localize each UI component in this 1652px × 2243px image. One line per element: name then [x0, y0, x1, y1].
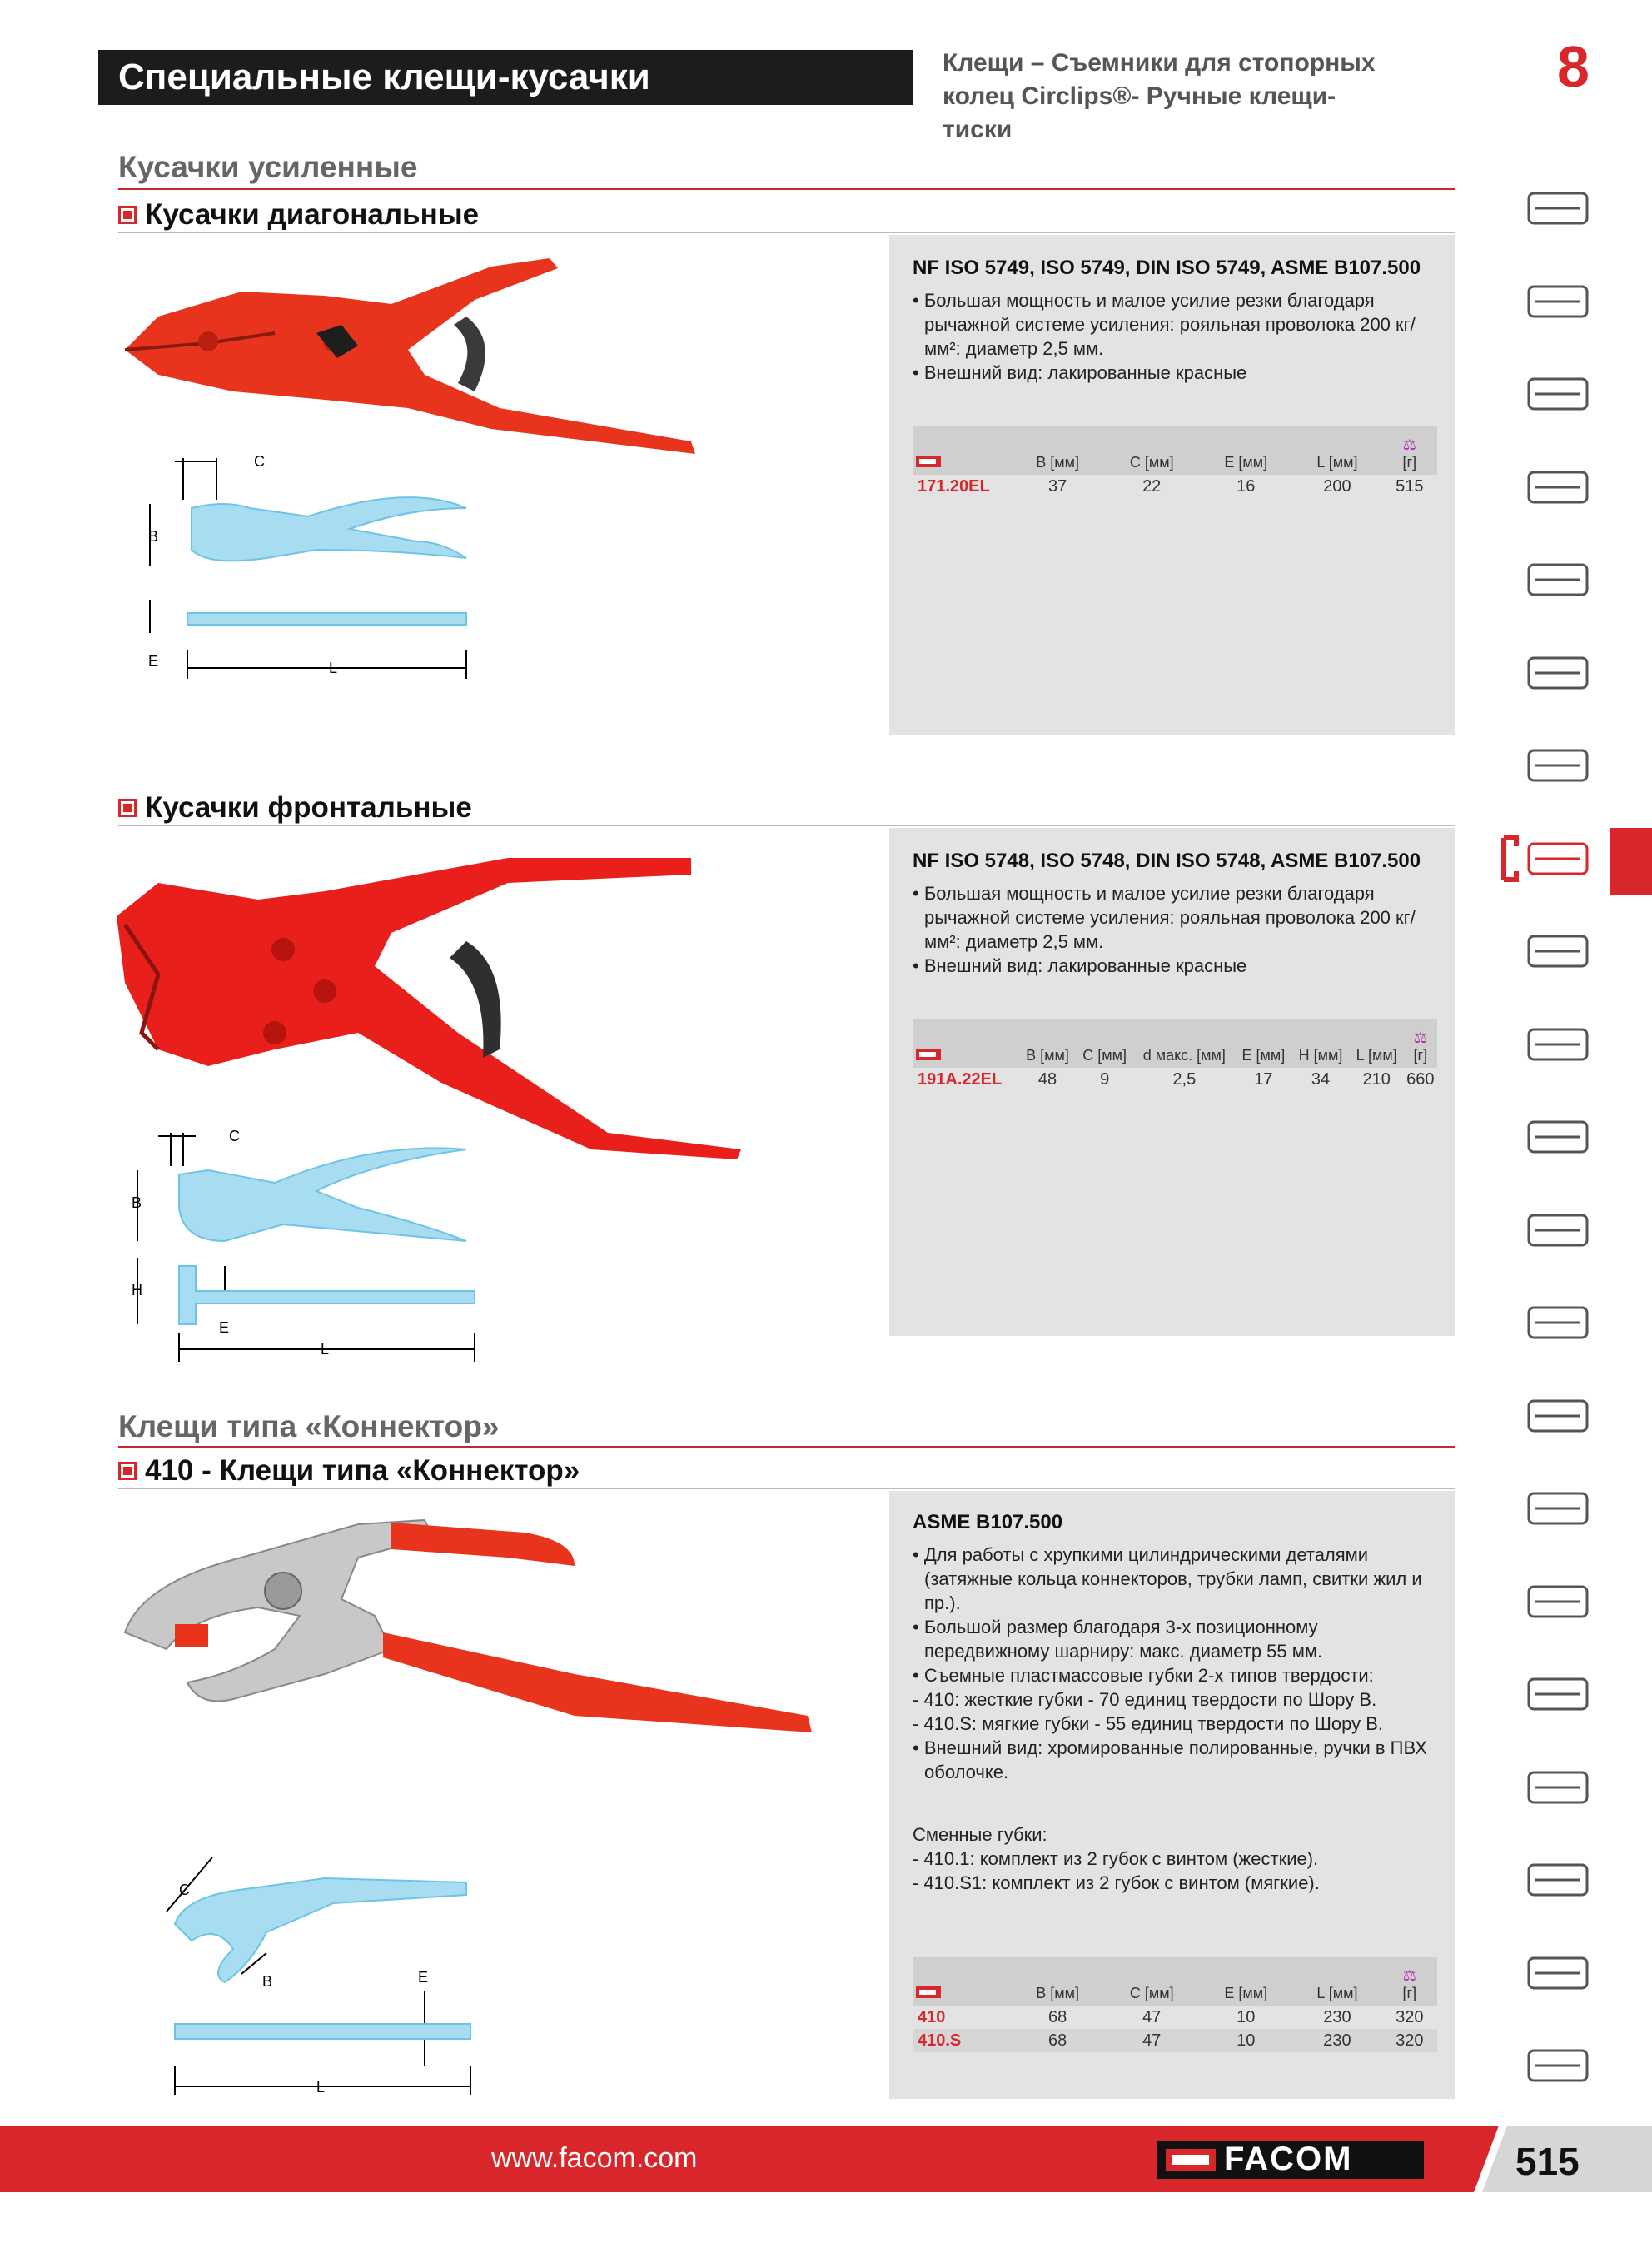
dim-label-b: B — [262, 1973, 273, 1990]
jaws-title: Сменные губки: — [913, 1824, 1047, 1845]
subsection-divider — [118, 1488, 1455, 1489]
table-cell: 320 — [1396, 2031, 1424, 2050]
footer-url-link[interactable]: www.facom.com — [491, 2142, 698, 2174]
footer-bar — [0, 2126, 1652, 2192]
feature-item: • Внешний вид: лакированные красные — [913, 955, 1247, 976]
table-cell: 48 — [1037, 1069, 1057, 1089]
reference-cell: 410.S — [918, 2031, 962, 2050]
tool-case-icon[interactable] — [1495, 361, 1612, 427]
feature-item: • Внешний вид: хромированные полированные, ручки в ПВХ оболочке. — [913, 1737, 1427, 1782]
header-subtitle-line2: колец Circlips®- Ручные клещи-тиски — [943, 82, 1336, 143]
table-cell: 68 — [1047, 2007, 1067, 2026]
section-title-reinforced: Кусачки усиленные — [118, 150, 418, 184]
table-header-row — [913, 426, 1437, 475]
col-header: B [мм] — [1019, 1019, 1076, 1068]
jaws-item: - 410.S1: комплект из 2 губок с винтом (мягкие). — [913, 1872, 1320, 1893]
table-row — [913, 2006, 1437, 2029]
subsection-title-diagonal — [118, 198, 479, 232]
dim-label-c: C — [254, 453, 265, 470]
col-header: C [мм] — [1076, 1019, 1133, 1068]
feature-item: • Съемные пластмассовые губки 2-х типов твердости: — [913, 1665, 1374, 1686]
frontal-cutter-photo — [108, 850, 749, 1166]
feature-item: - 410: жесткие губки - 70 единиц твердости по Шору В. — [913, 1689, 1377, 1710]
table-cell: 9 — [1100, 1069, 1110, 1089]
col-header: C [мм] — [1104, 426, 1199, 475]
table-cell: 230 — [1323, 2031, 1351, 2050]
scale-icon: ⚖ — [1413, 1029, 1427, 1046]
table-row — [913, 1068, 1437, 1091]
col-header: L [мм] — [1292, 1957, 1381, 2006]
table-cell: 515 — [1396, 476, 1424, 496]
table-cell: 210 — [1362, 1069, 1391, 1089]
table-cell: 230 — [1323, 2007, 1351, 2026]
table-row — [913, 2029, 1437, 2052]
wrench-icon[interactable] — [1495, 454, 1612, 521]
chapter-number: 8 — [1557, 34, 1590, 99]
table-cell: 200 — [1323, 476, 1351, 496]
feature-item: • Большая мощность и малое усилие резки благодаря рычажной системе усиления: рояльная проволока 200 кг/мм²: диаметр 2,5 мм. — [913, 883, 1416, 952]
subsection-title-frontal — [118, 791, 472, 825]
header-subtitle-line1: Клещи – Съемники для стопорных — [943, 49, 1376, 77]
hammer-icon[interactable] — [1495, 1011, 1612, 1078]
frontal-cutter-diagram — [125, 1124, 491, 1366]
col-header: d макс. [мм] — [1133, 1019, 1235, 1068]
dim-label-e: E — [418, 1969, 429, 1986]
dim-label-l: L — [316, 2079, 326, 2096]
table-cell: 22 — [1142, 476, 1162, 496]
feature-item: - 410.S: мягкие губки - 55 единиц твердости по Шору В. — [913, 1713, 1384, 1734]
safety-icon[interactable] — [1495, 1568, 1612, 1635]
dim-label-l: L — [321, 1341, 330, 1358]
col-header-weight: ⚖ [г] — [1404, 1019, 1437, 1068]
dim-label-l: L — [329, 660, 338, 676]
subsection-title-connector — [118, 1454, 580, 1488]
reference-cell: 171.20EL — [918, 476, 990, 496]
table-cell: 68 — [1047, 2031, 1067, 2050]
table-cell: 17 — [1254, 1069, 1273, 1089]
bullet-square-icon — [118, 206, 137, 224]
col-header: L [мм] — [1292, 426, 1381, 475]
table-cell: 16 — [1237, 476, 1256, 496]
tool-cabinet-icon[interactable] — [1495, 268, 1612, 335]
scale-icon: ⚖ — [1402, 436, 1416, 453]
col-header: H [мм] — [1291, 1019, 1349, 1068]
dim-label-e: E — [219, 1319, 230, 1336]
page-number: 515 — [1515, 2140, 1580, 2183]
jaws-list — [913, 1822, 1429, 1895]
hacksaw-icon[interactable] — [1495, 1104, 1612, 1170]
bullet-square-icon — [118, 799, 137, 817]
spec-panel-frontal — [889, 828, 1455, 1336]
dim-label-h: H — [132, 1282, 142, 1298]
facom-logo-icon — [913, 1019, 1019, 1068]
page-title: Специальные клещи-кусачки — [98, 50, 913, 105]
table-cell: 34 — [1311, 1069, 1331, 1089]
socket-icon[interactable] — [1495, 546, 1612, 613]
dim-label-b: B — [132, 1194, 142, 1211]
col-header: E [мм] — [1235, 1019, 1291, 1068]
tool-box-icon[interactable] — [1495, 175, 1612, 242]
jaws-item: - 410.1: комплект из 2 губок с винтом (жесткие). — [913, 1848, 1319, 1869]
subsection-divider — [118, 232, 1455, 233]
connector-pliers-diagram — [142, 1849, 500, 2099]
feature-item: • Большая мощность и малое усилие резки благодаря рычажной системе усиления: рояльная проволока 200 кг/мм²: диаметр 2,5 мм. — [913, 290, 1416, 359]
table-cell: 37 — [1047, 476, 1067, 496]
spec-table — [913, 1957, 1437, 2052]
col-header: B [мм] — [1011, 1957, 1104, 2006]
dim-label-b: B — [148, 528, 159, 545]
col-header-weight: ⚖ [г] — [1382, 1957, 1437, 2006]
feature-item: • Внешний вид: лакированные красные — [913, 362, 1247, 383]
active-category-tab[interactable] — [1610, 828, 1652, 895]
connector-pliers-photo — [108, 1508, 833, 1749]
spec-panel-connector — [889, 1491, 1455, 2099]
connector-heading: 410 - Клещи типа «Коннектор» — [145, 1454, 580, 1487]
table-header-row — [913, 1957, 1437, 2006]
feature-list — [913, 288, 1421, 385]
table-cell: 10 — [1237, 2007, 1256, 2026]
pliers-icon[interactable] — [1495, 825, 1612, 892]
table-cell: 47 — [1142, 2031, 1162, 2050]
col-header-weight: ⚖ [г] — [1382, 426, 1437, 475]
standard-text: NF ISO 5748, ISO 5748, DIN ISO 5748, ASME B107.500 — [913, 850, 1421, 872]
tape-measure-icon[interactable] — [1495, 918, 1612, 984]
col-header: E [мм] — [1199, 426, 1292, 475]
dim-label-c: C — [229, 1128, 240, 1144]
diagonal-heading: Кусачки диагональные — [145, 198, 480, 231]
table-cell: 47 — [1142, 2007, 1162, 2026]
spec-panel-diagonal — [889, 235, 1455, 735]
reference-cell: 410 — [918, 2007, 946, 2026]
facom-logo-icon — [913, 426, 1011, 475]
col-header: C [мм] — [1104, 1957, 1199, 2006]
standard-text: ASME B107.500 — [913, 1511, 1063, 1533]
dim-label-c: C — [179, 1882, 190, 1898]
section-title-connector: Клещи типа «Коннектор» — [118, 1409, 500, 1443]
subsection-divider — [118, 825, 1455, 826]
feature-item: • Для работы с хрупкими цилиндрическими деталями (затяжные кольца коннекторов, трубки ламп, свитки жил и пр.). — [913, 1544, 1422, 1613]
car-icon[interactable] — [1495, 1847, 1612, 1913]
multimeter-icon[interactable] — [1495, 1289, 1612, 1356]
puller-icon[interactable] — [1495, 1197, 1612, 1264]
col-header: L [мм] — [1350, 1019, 1404, 1068]
screwdriver-icon[interactable] — [1495, 732, 1612, 799]
ratchet-icon[interactable] — [1495, 640, 1612, 706]
airplane-icon[interactable] — [1495, 2032, 1612, 2099]
bullet-square-icon — [118, 1462, 137, 1480]
reference-cell: 191A.22EL — [918, 1069, 1003, 1089]
diagonal-cutter-diagram — [142, 450, 491, 683]
standard-text: NF ISO 5749, ISO 5749, DIN ISO 5749, ASME B107.500 — [913, 257, 1421, 279]
table-row — [913, 475, 1437, 498]
section-divider — [118, 188, 1455, 190]
table-cell: 320 — [1396, 2007, 1424, 2026]
dim-label-e: E — [148, 653, 159, 670]
col-header: E [мм] — [1199, 1957, 1292, 2006]
scale-icon: ⚖ — [1402, 1967, 1416, 1984]
circuit-breaker-icon[interactable] — [1495, 1661, 1612, 1727]
section-divider — [118, 1446, 1455, 1448]
truck-icon[interactable] — [1495, 1940, 1612, 2006]
spec-table — [913, 426, 1437, 498]
facom-logo-icon — [913, 1957, 1011, 2006]
table-header-row — [913, 1019, 1437, 1068]
diagonal-cutter-photo — [108, 250, 708, 466]
table-cell: 10 — [1237, 2031, 1256, 2050]
handle-icon[interactable] — [1495, 1754, 1612, 1821]
feature-list — [913, 881, 1421, 978]
feature-list — [913, 1543, 1429, 1784]
feature-item: • Большой размер благодаря 3-х позиционному передвижному шарниру: макс. диаметр 55 мм. — [913, 1617, 1323, 1662]
vise-icon[interactable] — [1495, 1475, 1612, 1542]
table-cell: 2,5 — [1172, 1069, 1197, 1089]
col-header: B [мм] — [1011, 426, 1104, 475]
spec-table — [913, 1019, 1437, 1091]
table-cell: 660 — [1406, 1069, 1435, 1089]
impact-wrench-icon[interactable] — [1495, 1383, 1612, 1449]
header-subtitle — [943, 47, 1376, 147]
frontal-heading: Кусачки фронтальные — [145, 791, 472, 824]
facom-logo: FACOM — [1224, 2141, 1353, 2177]
